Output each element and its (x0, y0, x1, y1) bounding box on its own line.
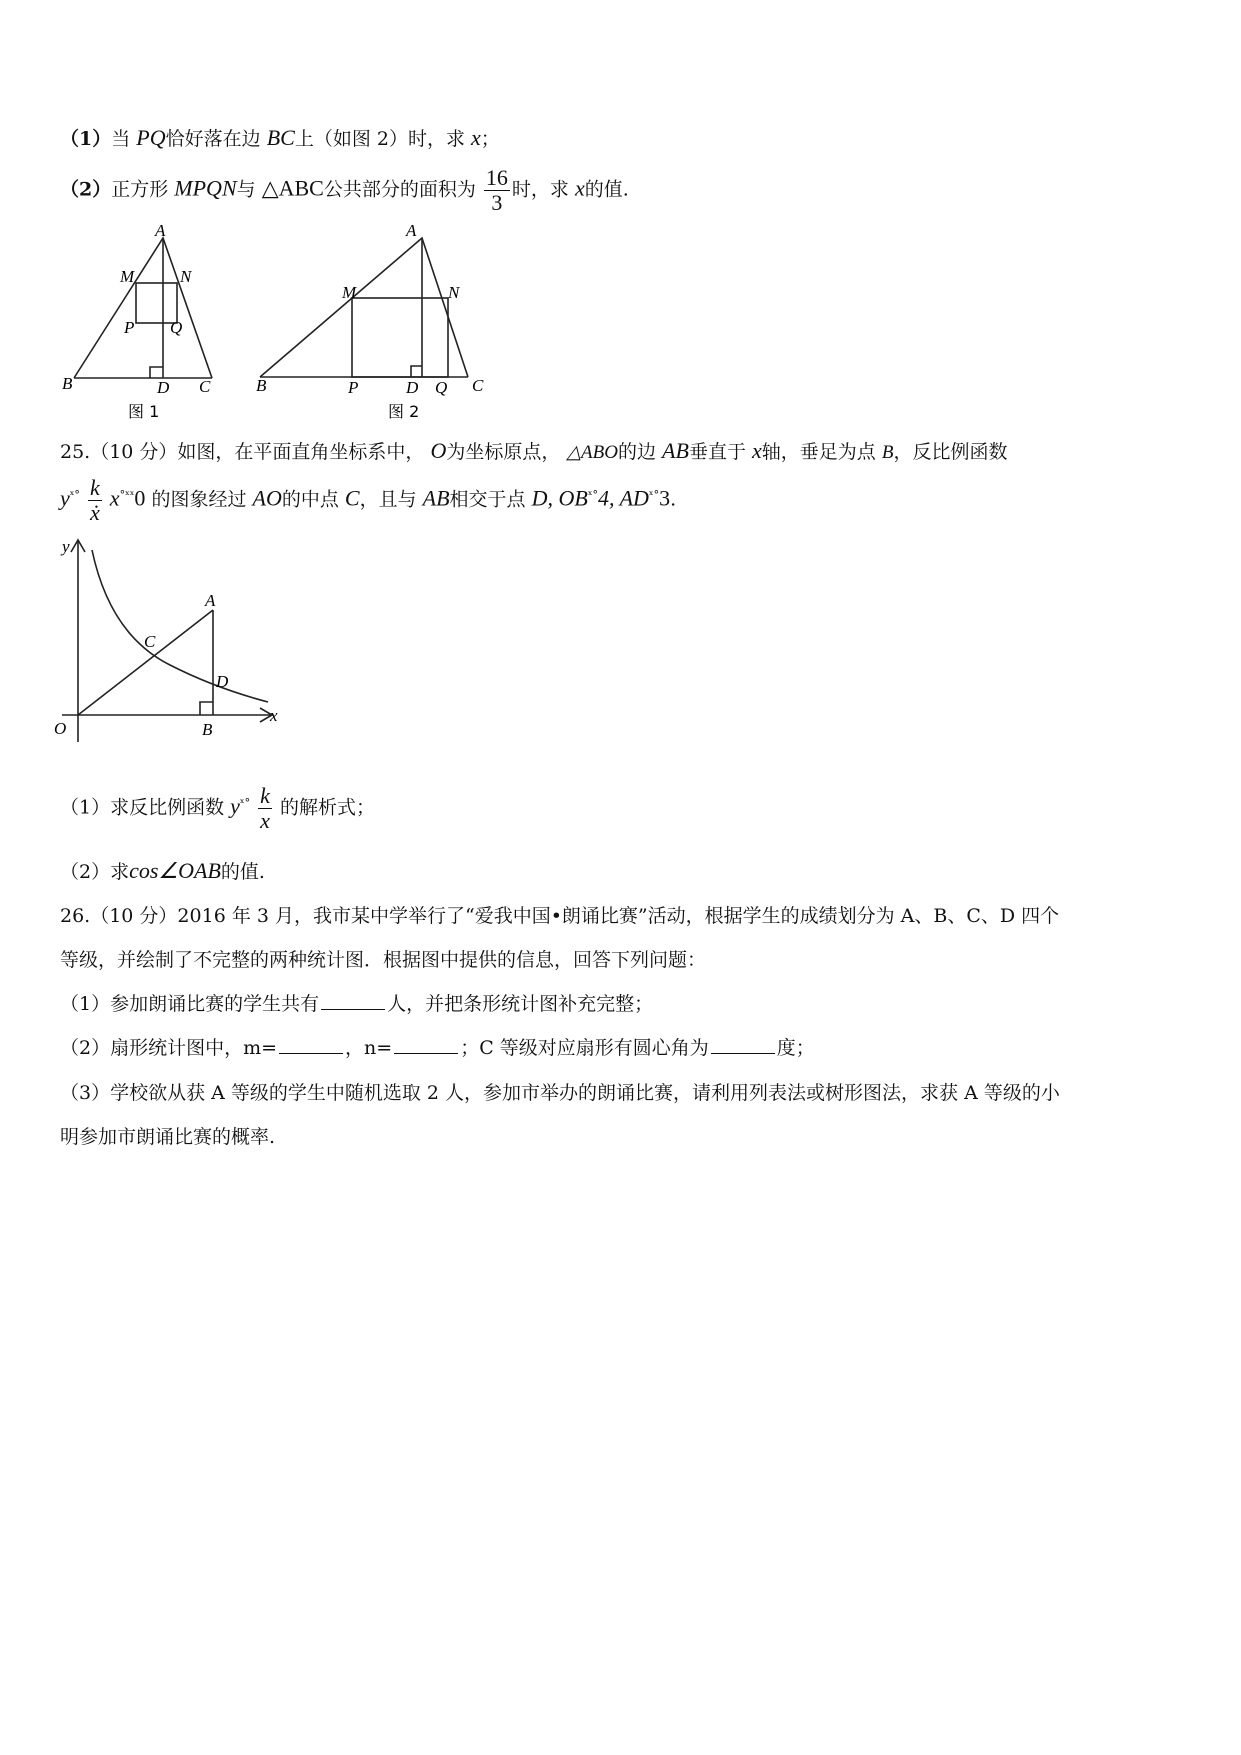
q25-line2: $y^{ˣ^\circ}$ $\frac{k}{\text{ẋ}}$ $x^{^\circ ˣˣ}0$ 的图象经过 AO的中点 C，且与 AB相交于点 D, $OB^{ˣ^\circ}4$, $AD^{ˣ^\circ}3$. (60, 475, 677, 526)
fraction-k-x: $\frac{k}{\text{ẋ}}$ (89, 475, 100, 526)
fig-label-O: O (54, 719, 67, 738)
fig-label-D: D (216, 672, 229, 691)
fig2-label-B: B (256, 376, 267, 395)
q25-header: 25.（10 分）如图，在平面直角坐标系中， O为坐标原点， △ABO的边 AB垂直于 x轴，垂足为点 B，反比例函数 (60, 438, 1008, 463)
q24-part2: （2）正方形 MPQN与 △ABC公共部分的面积为 $\frac{16}{3}$ 时，求 x的值. (60, 165, 629, 216)
fraction-k-over-x: $\frac{k}{x}$ (260, 783, 270, 834)
fig1-label-Q: Q (170, 318, 183, 337)
fraction-16-3: $\frac{16}{3}$ (485, 165, 508, 216)
q26-line2: 等级，并绘制了不完整的两种统计图．根据图中提供的信息，回答下列问题： (60, 949, 707, 971)
q25-part1: （1）求反比例函数 $y^{ˣ^\circ}$ $\frac{k}{x}$ 的解析式； (60, 783, 375, 834)
q24-figure-2 (256, 221, 510, 425)
answer-blank (279, 1037, 343, 1054)
answer-blank (321, 993, 385, 1010)
fig2-caption: 图 2 (388, 402, 420, 421)
fig-label-A: A (205, 591, 216, 610)
fig2-label-D: D (406, 378, 419, 397)
fig1-label-P: P (124, 318, 135, 337)
q24-figure-1 (60, 221, 240, 425)
answer-blank (711, 1037, 775, 1054)
fig-label-B: B (202, 720, 213, 739)
fig2-label-Q: Q (435, 378, 448, 397)
q26-line1: 26.（10 分）2016 年 3 月，我市某中学举行了“爱我中国•朗诵比赛”活动，根据学生的成绩划分为 A、B、C、D 四个 (60, 905, 1060, 927)
fig1-caption: 图 1 (128, 402, 160, 421)
fig2-label-A: A (406, 221, 417, 240)
q26-part3-line2: 明参加市朗诵比赛的概率. (60, 1126, 276, 1148)
q25-coordinate-figure (50, 530, 300, 750)
fig-axis-x-label: x (270, 706, 278, 725)
fig2-label-C: C (472, 376, 484, 395)
fig-axis-y-label: y (62, 537, 70, 556)
fig1-label-N: N (180, 267, 192, 286)
fig1-label-M: M (120, 267, 135, 286)
q25-part2: （2）求cos∠OAB的值. (60, 858, 265, 883)
fig1-label-C: C (199, 377, 211, 396)
answer-blank (394, 1037, 458, 1054)
fig1-label-A: A (155, 221, 166, 240)
q26-part2: （2）扇形统计图中，m= ，n= ；C 等级对应扇形有圆心角为 度； (60, 1037, 815, 1059)
fig2-label-N: N (448, 283, 460, 302)
q26-part3-line1: （3）学校欲从获 A 等级的学生中随机选取 2 人，参加市举办的朗诵比赛，请利用列表法或树形图法，求获 A 等级的小 (60, 1082, 1060, 1104)
q24-part1: （1）当 PQ恰好落在边 BC上（如图 2）时，求 x； (60, 125, 500, 150)
fig2-label-P: P (348, 378, 359, 397)
q26-part1: （1）参加朗诵比赛的学生共有 人，并把条形统计图补充完整； (60, 993, 654, 1015)
fig-label-C: C (144, 632, 156, 651)
fig1-label-B: B (62, 374, 73, 393)
fig1-label-D: D (157, 378, 170, 397)
fig2-label-M: M (342, 283, 357, 302)
